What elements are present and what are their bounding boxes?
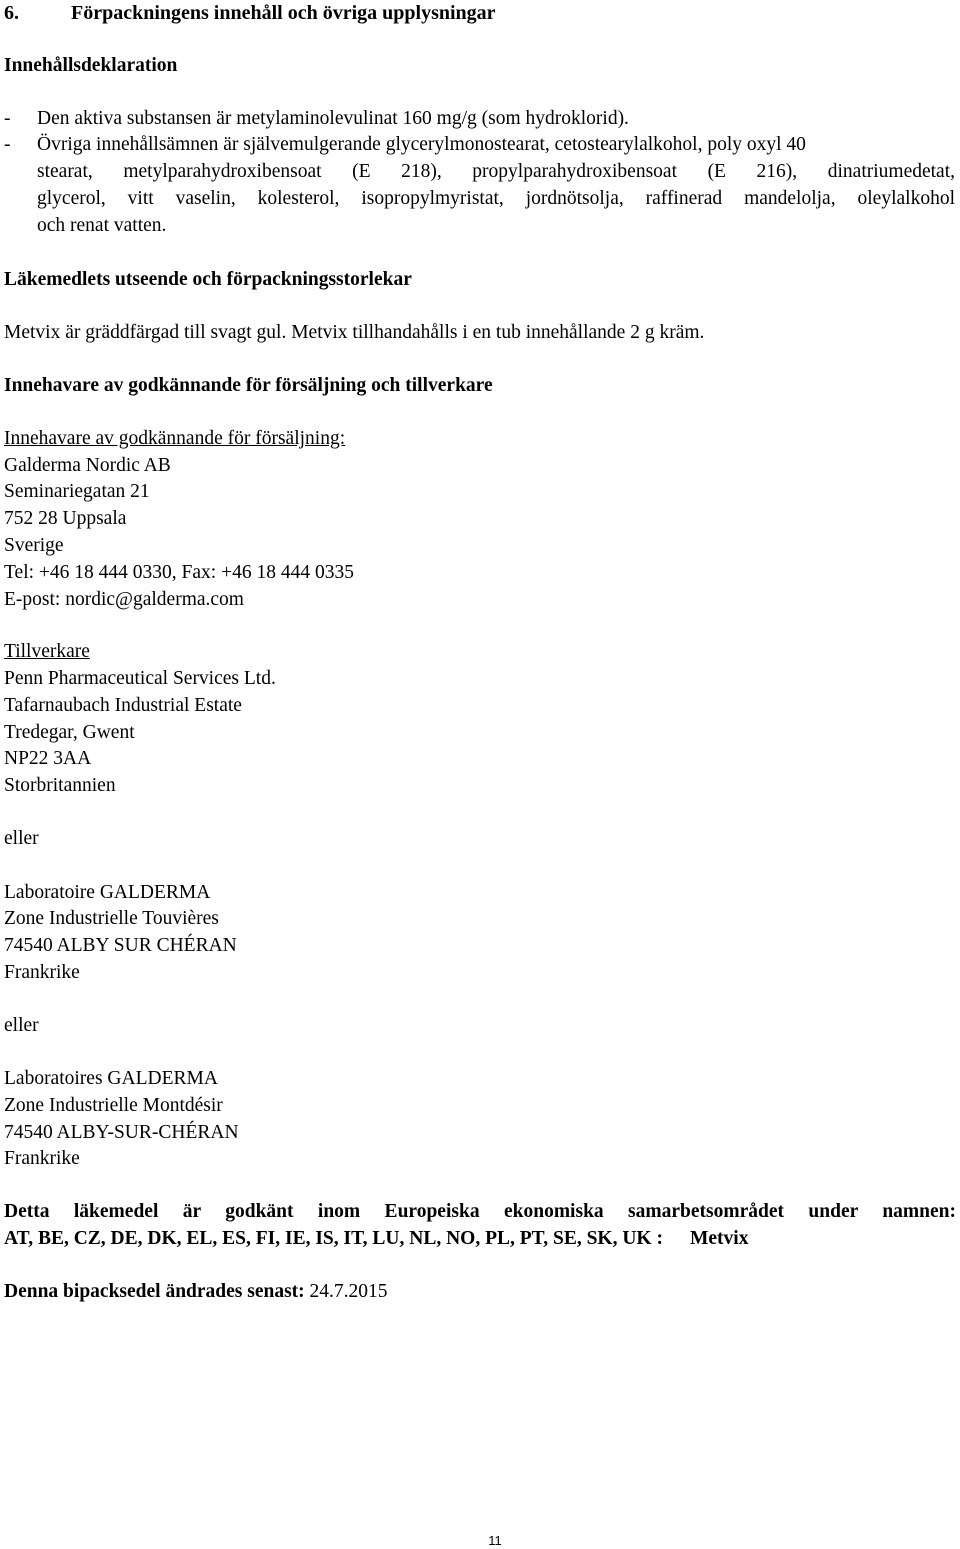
contents-item-2-line-1: Övriga innehållsämnen är självemulgerande glycerylmonostearat, cetostearylalkohol, poly oxyl 40 xyxy=(37,134,806,155)
manufacturer-3-line-4: Frankrike xyxy=(4,1148,80,1169)
approval-countries: AT, BE, CZ, DE, DK, EL, ES, FI, IE, IS, IT, LU, NL, NO, PL, PT, SE, SK, UK : xyxy=(4,1228,663,1249)
manufacturer-3-line-2: Zone Industrielle Montdésir xyxy=(4,1095,223,1116)
holder-email: E-post: nordic@galderma.com xyxy=(4,589,244,610)
page-number: 11 xyxy=(488,1533,502,1548)
list-dash: - xyxy=(4,108,11,129)
holder-phone: Tel: +46 18 444 0330, Fax: +46 18 444 0335 xyxy=(4,562,354,583)
contents-item-2-line-2: stearat, metylparahydroxibensoat (E 218), propylparahydroxibensoat (E 216), dinatriumedetat, xyxy=(37,161,955,182)
holder-country: Sverige xyxy=(4,535,64,556)
contents-item-1-text: Den aktiva substansen är metylaminolevulinat 160 mg/g (som hydroklorid). xyxy=(37,108,629,129)
approval-product-name: Metvix xyxy=(689,1228,749,1249)
manufacturer-2-line-2: Zone Industrielle Touvières xyxy=(4,908,219,929)
manufacturer-1-name: Penn Pharmaceutical Services Ltd. xyxy=(4,668,276,689)
section-heading xyxy=(4,3,496,23)
appearance-heading: Läkemedlets utseende och förpackningsstorlekar xyxy=(4,269,412,290)
contents-item-2-line-4: och renat vatten. xyxy=(37,215,167,236)
manufacturer-1-line-3: Tredegar, Gwent xyxy=(4,722,135,743)
or-separator-2: eller xyxy=(4,1015,39,1036)
manufacturer-3-line-3: 74540 ALBY-SUR-CHÉRAN xyxy=(4,1122,239,1143)
holder-heading: Innehavare av godkännande för försäljning och tillverkare xyxy=(4,375,493,396)
manufacturer-2-line-3: 74540 ALBY SUR CHÉRAN xyxy=(4,935,237,956)
section-title: Förpackningens innehåll och övriga upplysningar xyxy=(71,2,496,24)
contents-item-2 xyxy=(4,135,806,155)
manufacturer-heading: Tillverkare xyxy=(4,641,90,662)
manufacturer-3-name: Laboratoires GALDERMA xyxy=(4,1068,218,1089)
manufacturer-2-line-4: Frankrike xyxy=(4,962,80,983)
approval-line-2 xyxy=(4,1229,748,1249)
or-separator-1: eller xyxy=(4,828,39,849)
holder-name: Galderma Nordic AB xyxy=(4,455,171,476)
contents-item-1 xyxy=(4,109,629,129)
manufacturer-1-line-5: Storbritannien xyxy=(4,775,116,796)
list-dash: - xyxy=(4,134,11,155)
revision-line xyxy=(4,1282,388,1302)
revision-label: Denna bipacksedel ändrades senast: xyxy=(4,1281,305,1302)
holder-city: 752 28 Uppsala xyxy=(4,508,127,529)
appearance-text: Metvix är gräddfärgad till svagt gul. Metvix tillhandahålls i en tub innehållande 2 g kräm. xyxy=(4,322,705,343)
contents-heading: Innehållsdeklaration xyxy=(4,55,178,76)
holder-subheading: Innehavare av godkännande för försäljning: xyxy=(4,428,346,449)
manufacturer-1-line-4: NP22 3AA xyxy=(4,748,92,769)
contents-item-2-line-3: glycerol, vitt vaselin, kolesterol, isopropylmyristat, jordnötsolja, raffinerad mandelolja, oleylalkohol xyxy=(37,188,955,209)
manufacturer-1-line-2: Tafarnaubach Industrial Estate xyxy=(4,695,242,716)
manufacturer-2-name: Laboratoire GALDERMA xyxy=(4,882,211,903)
section-number: 6. xyxy=(4,2,19,24)
revision-date: 24.7.2015 xyxy=(309,1281,388,1302)
holder-street: Seminariegatan 21 xyxy=(4,481,150,502)
approval-line-1: Detta läkemedel är godkänt inom Europeiska ekonomiska samarbetsområdet under namnen: xyxy=(4,1201,956,1222)
